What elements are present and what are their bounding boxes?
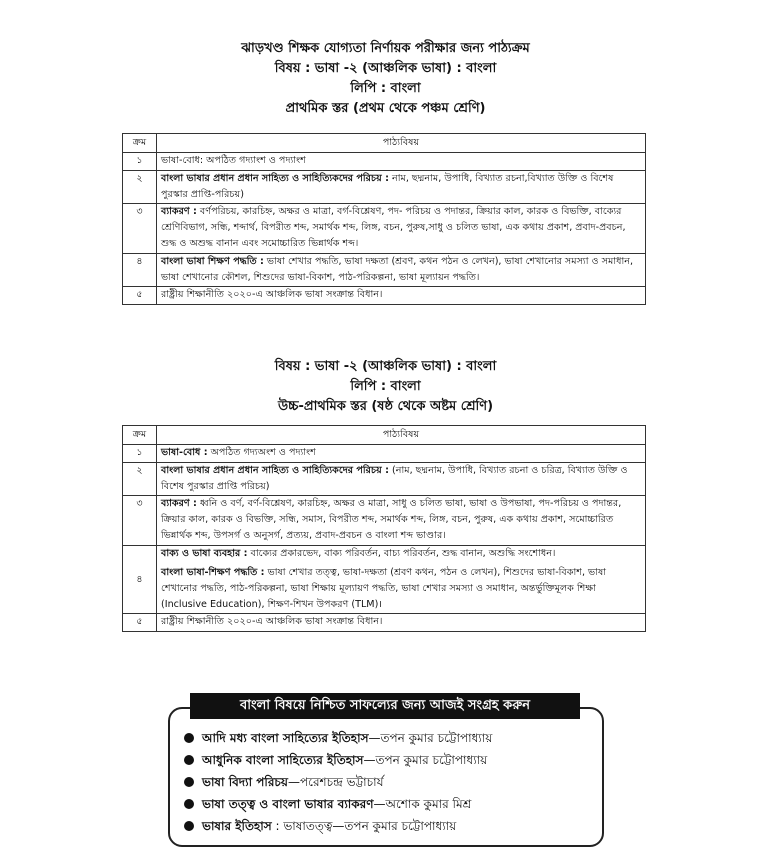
table-row (123, 496, 646, 546)
row-content (157, 496, 646, 546)
row-number: ৩ (123, 496, 157, 546)
row-bold-text: বাক্য ও ভাষা ব্যবহার : (161, 548, 248, 559)
table-header-row (123, 134, 646, 153)
book-author: —তপন কুমার চট্টোপাধ্যায় (363, 753, 488, 767)
book-author: : ভাষাতত্ত্ব—তপন কুমার চট্টোপাধ্যায় (271, 819, 457, 833)
script-heading: লিপি : বাংলা (350, 81, 421, 96)
row-text: রাষ্ট্রীয় শিক্ষানীতি ২০২০-এ আঞ্চলিক ভাষা সংক্রান্ত বিধান। (161, 289, 383, 300)
row-part-2 (161, 565, 641, 613)
row-content (157, 204, 646, 254)
document-title: ঝাড়খণ্ড শিক্ষক যোগ্যতা নির্ণায়ক পরীক্ষার জন্য পাঠ্যক্রম (241, 41, 530, 56)
book-author: —অশোক কুমার মিশ্র (373, 797, 472, 811)
row-bold-text: ব্যাকরণ : (161, 206, 197, 217)
table-row (123, 287, 646, 305)
row-number: ২ (123, 463, 157, 496)
bullet-icon (184, 799, 194, 809)
row-part-1 (161, 546, 641, 562)
level-heading: প্রাথমিক স্তর (প্রথম থেকে পঞ্চম শ্রেণি) (285, 101, 486, 116)
row-number: ১ (123, 153, 157, 171)
table-row (123, 254, 646, 287)
upper-primary-syllabus-table (122, 425, 646, 632)
row-content (157, 287, 646, 305)
row-content (157, 153, 646, 171)
row-text: ধ্বনি ও বর্ণ, বর্ণ-বিশ্লেষণ, কারচিহ্ন, অক্ষর ও মাত্রা, সাধু ও চলিত ভাষা, ভাষা ও উপভাষা, পদ-পরিচয় ও পদান্তর, ক্রিয়ার কাল, কারক ও বিভক্তি, সন্ধি, সমাস, বিপরীত শব্দ, সমার্থক শব্দ, লিঙ্গ, বচন, পুরুষ, এক কথায় প্রকাশ, সমোচ্চারিত ভিন্নার্থক শব্দ, উপসর্গ ও অনুসর্গ, প্রত্যয়, প্রবাদ-প্রবচন ও বাংলা শব্দ ভাণ্ডার। (161, 498, 622, 541)
subject-heading-2: বিষয় : ভাষা -২ (আঞ্চলিক ভাষা) : বাংলা (274, 359, 497, 374)
row-content (157, 171, 646, 204)
table-row (123, 204, 646, 254)
table-row (123, 546, 646, 614)
row-text-2: ভাষা শেখার তত্ত্ব, ভাষা-দক্ষতা (শ্রবণ কথন, পঠন ও লেখন), শিশুদের ভাষা-বিকাশ, ভাষা শেখানোর পদ্ধতি, পাঠ-পরিকল্পনা, ভাষা শিক্ষায় মূল্যায়ণ পদ্ধতি, ভাষা শেখার সমস্যা ও সমাধান, অন্তর্ভুক্তিমূলক শিক্ষা (Inclusive Education), শিক্ষণ-শিখন উপকরণ (TLM)। (161, 567, 607, 610)
book-title: আদি মধ্য বাংলা সাহিত্যের ইতিহাস (202, 731, 369, 745)
row-bold-text: ভাষা-বোধ : (161, 447, 208, 458)
table-header-row (123, 426, 646, 445)
list-item (184, 749, 492, 771)
book-title: ভাষা তত্ত্ব ও বাংলা ভাষার ব্যাকরণ (202, 797, 374, 811)
row-text: বর্ণপরিচয়, কারচিহ্ন, অক্ষর ও মাত্রা, বর্গ-বিশ্লেষণ, পদ- পরিচয় ও পদান্তর, ক্রিয়ার কাল, কারক ও বিভক্তি, বাক্যের শ্রেণিবিভাগ, সন্ধি, শব্দার্থ, বিপরীত শব্দ, সমার্থক শব্দ, লিঙ্গ, বচন, পুরুষ,সাধু ও চলিত ভাষা, এক কথায় প্রকাশ, প্রবাদ-প্রবচন, শুদ্ধ ও অশুদ্ধ বানান এবং সমোচ্চারিত ভিন্নার্থক শব্দ। (161, 206, 626, 249)
list-item (184, 727, 492, 749)
column-header-num: ক্রম (123, 426, 157, 445)
row-content (157, 254, 646, 287)
row-text: রাষ্ট্রীয় শিক্ষানীতি ২০২০-এ আঞ্চলিক ভাষা সংক্রান্ত বিধান। (161, 616, 383, 627)
row-content (157, 463, 646, 496)
list-item (184, 771, 492, 793)
row-text: ভাষা-বোধ: অপঠিত গদ্যাংশ ও পদ্যাংশ (161, 155, 306, 166)
script-heading-2: লিপি : বাংলা (350, 379, 421, 394)
row-text: ভাষা শেখার পদ্ধতি, ভাষা দক্ষতা (শ্রবণ, কথন পঠন ও লেখন), ভাষা শেখানোর সমস্যা ও সমাধান, ভাষা শেখানোর কৌশল, শিশুদের ভাষা-বিকাশ, পাঠ-পরিকল্পনা, ভাষা মূল্যায়ন পদ্ধতি। (161, 256, 634, 283)
book-list (184, 727, 492, 837)
row-content (157, 445, 646, 463)
row-text: বাক্যের প্রকারভেদ, বাক্য পরিবর্তন, বাচ্য পরিবর্তন, শুদ্ধ বানান, অশুদ্ধি সংশোধন। (247, 548, 556, 559)
row-text: নাম, ছদ্মনাম, উপাধি, বিখ্যাত রচনা,বিখ্যাত উক্তি ও বিশেষ পুরস্কার প্রাপ্তি-পরিচয়) (161, 173, 614, 200)
row-number: ৩ (123, 204, 157, 254)
subject-heading: বিষয় : ভাষা -২ (আঞ্চলিক ভাষা) : বাংলা (274, 61, 497, 76)
promo-banner: বাংলা বিষয়ে নিশ্চিত সাফল্যের জন্য আজই সংগ্রহ করুন (190, 693, 580, 719)
list-item (184, 793, 492, 815)
table-row (123, 153, 646, 171)
row-text: (নাম, ছদ্মনাম, উপাধি, বিখ্যাত রচনা ও চরিত্র, বিখ্যাত উক্তি ও বিশেষ পুরস্কার প্রাপ্তি পরিচয়) (161, 465, 628, 492)
book-promo-box (168, 707, 604, 847)
row-number: ৫ (123, 614, 157, 632)
book-title: ভাষার ইতিহাস (202, 819, 272, 833)
row-number: ৫ (123, 287, 157, 305)
column-header-subject: পাঠ্যবিষয় (157, 134, 646, 153)
row-number: ৪ (123, 254, 157, 287)
book-title: আধুনিক বাংলা সাহিত্যের ইতিহাস (202, 753, 364, 767)
row-number: ২ (123, 171, 157, 204)
row-bold-text: বাংলা ভাষা শিক্ষণ পদ্ধতি : (161, 256, 264, 267)
bullet-icon (184, 821, 194, 831)
row-content (157, 614, 646, 632)
book-author: —পরেশচন্দ্র ভট্টাচার্য (287, 775, 384, 789)
bullet-icon (184, 733, 194, 743)
row-bold-text-2: বাংলা ভাষা-শিক্ষণ পদ্ধতি : (161, 567, 265, 578)
row-number: ১ (123, 445, 157, 463)
table-row (123, 445, 646, 463)
table-row (123, 614, 646, 632)
book-title: ভাষা বিদ্যা পরিচয় (202, 775, 288, 789)
row-bold-text: বাংলা ভাষার প্রধান প্রধান সাহিত্য ও সাহিত্যিকদের পরিচয় : (161, 465, 389, 476)
primary-syllabus-table (122, 133, 646, 305)
bullet-icon (184, 755, 194, 765)
column-header-num: ক্রম (123, 134, 157, 153)
bullet-icon (184, 777, 194, 787)
book-author: —তপন কুমার চট্টোপাধ্যায় (368, 731, 493, 745)
row-content (157, 546, 646, 614)
row-bold-text: বাংলা ভাষার প্রধান প্রধান সাহিত্য ও সাহিত্যিকদের পরিচয় : (161, 173, 389, 184)
table-row (123, 463, 646, 496)
level-heading-2: উচ্চ-প্রাথমিক স্তর (ষষ্ঠ থেকে অষ্টম শ্রেণি) (277, 399, 494, 414)
row-number: ৪ (123, 546, 157, 614)
column-header-subject: পাঠ্যবিষয় (157, 426, 646, 445)
row-text: অপঠিত গদ্যঅংশ ও পদ্যাংশ (207, 447, 316, 458)
row-bold-text: ব্যাকরণ : (161, 498, 197, 509)
table-row (123, 171, 646, 204)
list-item (184, 815, 492, 837)
